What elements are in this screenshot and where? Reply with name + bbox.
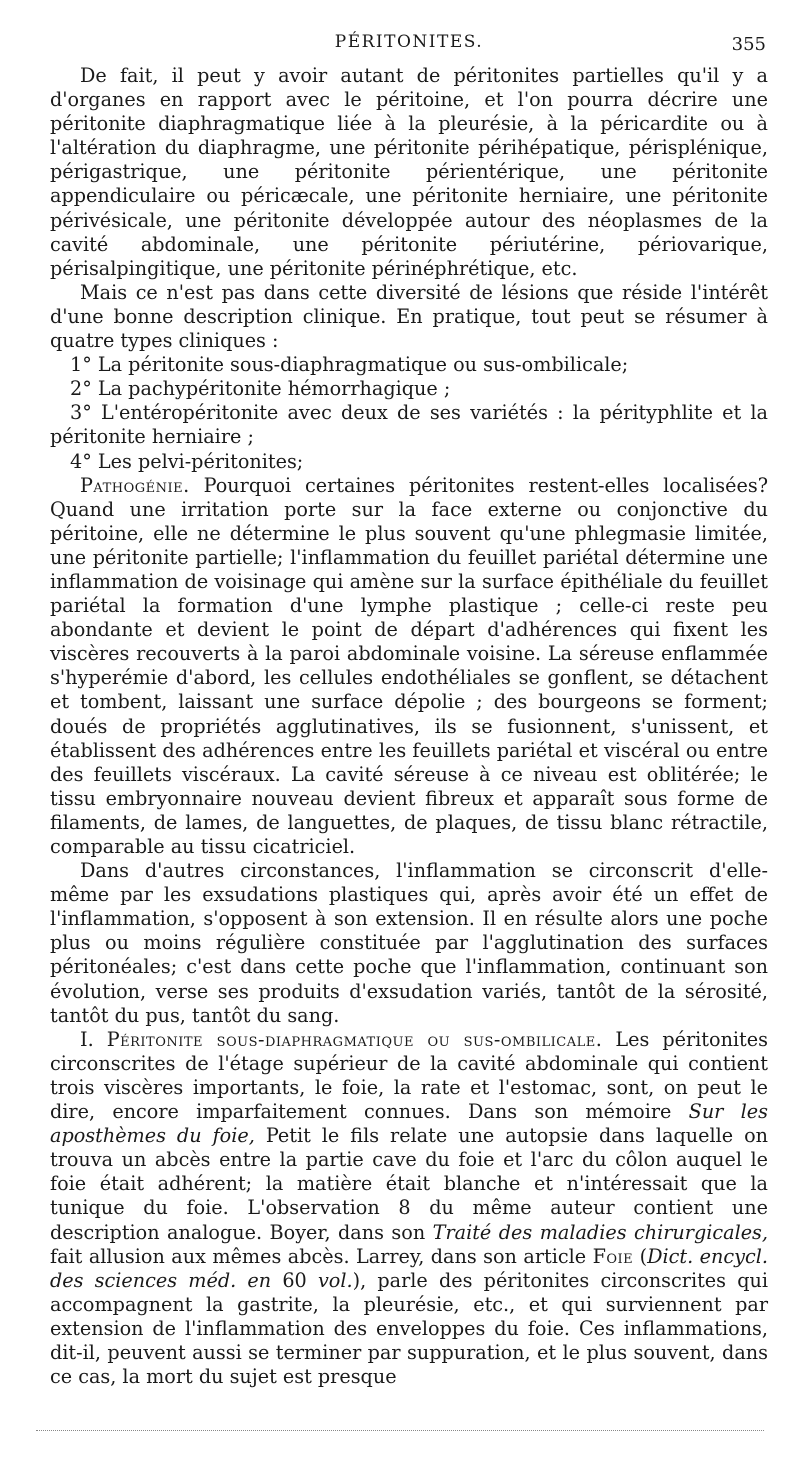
section-text: Les péritonites circonscrites de l'étage supérieur de la cavité abdominale qui contient trois viscères importants, le foie, la rate et l'estomac, sont, on peut le dire, encore imparfaitement connues. Dans son mémoire [50,1027,768,1124]
section-text: Petit le fils relate une autopsie dans laquelle on trouva un abcès entre la partie cave du foie et l'arc du côlon auquel le foie était adhérent; la matière était blanche et n'intéressait que la tunique du foie. L'observation 8 du même auteur contient une description analogue. Boyer, dans son [50,1124,768,1244]
section-number: I. [80,1027,94,1051]
page-body [50,64,768,1389]
running-title: PÉRITONITES. [334,32,484,52]
paragraph-partial-peritonites: De fait, il peut y avoir autant de péritonites partielles qu'il y a d'organes en rapport avec le péritoine, et l'on pourra décrire une péritonite diaphragmatique liée à la pleurésie, à la péricardite ou à l'altération du diaphragme, une péritonite périhépatique, périsplénique, périgastrique, une péritonite périentérique, une péritonite appendiculaire ou péricæcale, une péritonite herniaire, une péritonite périvésicale, une péritonite développée autour des néoplasmes de la cavité abdominale, une péritonite périutérine, périovarique, périsalpingitique, une péritonite périnéphrétique, etc. [50,64,768,280]
paragraph-circonstances: Dans d'autres circonstances, l'inflammation se circonscrit d'elle-même par les exsudations plastiques qui, après avoir été un effet de l'inflammation, s'opposent à son extension. Il en résulte alors une poche plus ou moins régulière constituée par l'agglutination des surfaces péritonéales; c'est dans cette poche que l'inflammation, continuant son évolution, verse ses produits d'exsudation variés, tantôt de la sérosité, tantôt du pus, tantôt du sang. [50,859,768,1027]
page-number: 355 [731,34,766,55]
section-text: parle des péritonites circonscrites qui accompagnent la gastrite, la pleurésie, etc., et qui surviennent par extension de l'inflammation des enveloppes du foie. Ces inflammations, dit-il, peuvent aussi se terminer par suppuration, et le plus souvent, dans ce cas, la mort du sujet est presque [50,1268,768,1389]
list-item: 2° La pachypéritonite hémorrhagique ; [70,377,451,401]
footer-divider [36,1430,764,1431]
section-text: fait allusion aux mêmes abcès. Larrey, dans son article [50,1244,587,1268]
pathogenie-heading: Pathogénie. [80,473,190,497]
section-1-paragraph [50,1028,768,1389]
list-item: 3° L'entéropéritonite avec deux de ses variétés : la pérityphlite et la péritonite herniaire ; [50,401,768,449]
cited-title: Sur les aposthèmes du foie, [50,1100,768,1148]
article-name: Foie [592,1244,634,1268]
ref-volume: vol. [317,1268,353,1292]
section-heading: Péritonite sous-diaphragmatique ou sus-ombilicale. [106,1027,603,1051]
list-item: 4° Les pelvi-péritonites; [70,449,304,473]
list-item: 1° La péritonite sous-diaphragmatique ou sus-ombilicale; [70,353,629,377]
paragraph-clinical-types: Mais ce n'est pas dans cette diversité de lésions que réside l'intérêt d'une bonne description clinique. En pratique, tout peut se résumer à quatre types cliniques : [50,280,768,353]
pathogenie-text: Pourquoi certaines péritonites restent-elles localisées? Quand une irritation porte sur la face externe ou conjonctive du péritoine, elle ne détermine le plus souvent qu'une phlegmasie limitée, une péritonite partielle; l'inflammation du feuillet pariétal détermine une inflammation de voisinage qui amène sur la surface épithéliale du feuillet pariétal la formation d'une lymphe plastique ; celle-ci reste peu abondante et devient le point de départ d'adhérences qui fixent les viscères recouverts à la paroi abdominale voisine. La séreuse enflammée s'hyperémie d'abord, les cellules endothéliales se gonflent, se détachent et tombent, laissant une surface dépolie ; des bourgeons se forment; doués de propriétés agglutinatives, ils se fusionnent, s'unissent, et établissent des adhérences entre les feuillets pariétal et viscéral ou entre des feuillets viscéraux. La cavité séreuse à ce niveau est oblitérée; le tissu embryonnaire nouveau devient fibreux et apparaît sous forme de filaments, de lames, de languettes, de plaques, de tissu blanc rétractile, comparable au tissu cicatriciel. [50,473,768,858]
cited-title: Dict. encycl. des sciences méd. en [50,1244,768,1292]
ref-bracket: ( [639,1244,648,1268]
ref-volume-number: 60 [282,1268,307,1292]
ref-bracket: ), [352,1268,367,1292]
page-header [50,30,768,64]
cited-title: Traité des maladies chirurgicales, [432,1220,769,1244]
paragraph-pathogenie [50,474,768,860]
